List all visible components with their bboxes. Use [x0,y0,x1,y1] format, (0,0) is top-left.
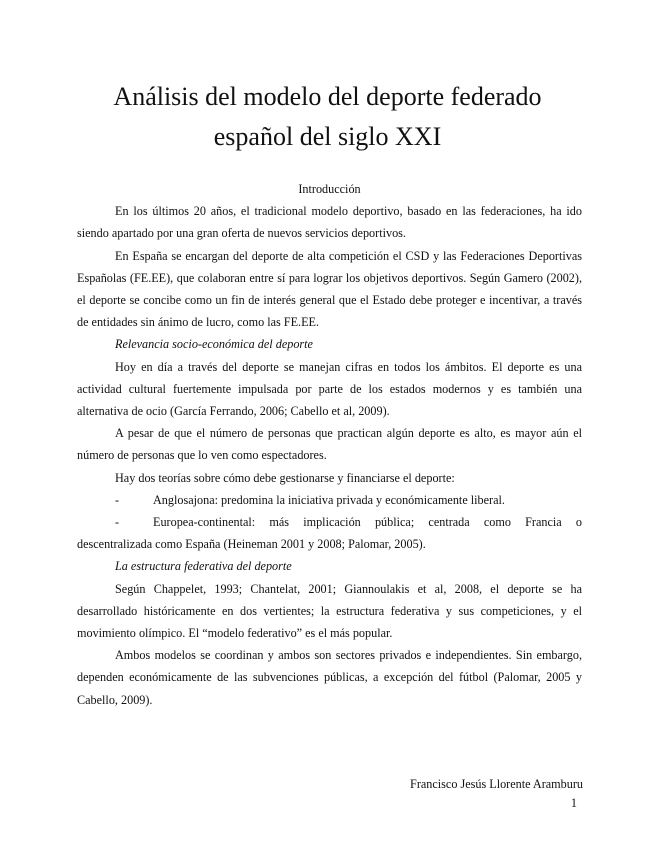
bullet-item-1 [77,489,582,511]
bullet-text: Europea-continental: más implicación pública; centrada como Francia o descentralizada como España (Heineman 2001 y 2008; Palomar, 2005). [77,515,582,552]
paragraph-6: Según Chappelet, 1993; Chantelat, 2001; Giannoulakis et al, 2008, el deporte se ha desarrollado históricamente en dos vertientes; la estructura federativa y sus competiciones, y el movimiento olímpico. El “modelo federativo” es el más popular. [77,581,582,641]
bullet-marker: - [115,492,120,507]
paragraph-7: Ambos modelos se coordinan y ambos son sectores privados e independientes. Sin embargo, dependen económicamente de las subvenciones públicas, a excepción del fútbol (Palomar, 2005 y Cabello, 2009). [77,648,582,707]
paragraph-1: En los últimos 20 años, el tradicional modelo deportivo, basado en las federaciones, ha ido siendo apartado por una gran oferta de nuevos servicios deportivos. [77,204,582,241]
title-line-1: Análisis del modelo del deporte federado [113,82,542,111]
paragraph-2: En España se encargan del deporte de alta competición el CSD y las Federaciones Deportivas Españolas (FE.EE), que colaboran entre sí para lograr los objetivos deportivos. Según Gamero (2002), el deporte se concibe como un fin de interés general que el Estado debe proteger e incentivar, a través de entidades sin ánimo de lucro, como las FE.EE. [77,248,582,330]
subheading-estructura: La estructura federativa del deporte [115,559,292,574]
paragraph-4: A pesar de que el número de personas que practican algún deporte es alto, es mayor aún el número de personas que lo ven como espectadores. [77,426,582,463]
bullet-marker: - [115,515,120,530]
paragraph-5: Hay dos teorías sobre cómo debe gestionarse y financiarse el deporte: [115,470,455,485]
title-line-2: español del siglo XXI [213,122,442,151]
subheading-relevancia: Relevancia socio-económica del deporte [115,337,313,352]
footer-author: Francisco Jesús Llorente Aramburu [410,777,583,791]
document-body [77,178,582,711]
section-heading-introduccion: Introducción [298,182,361,196]
bullet-text: Anglosajona: predomina la iniciativa privada y económicamente liberal. [153,492,505,507]
bullet-item-2 [77,511,582,555]
paragraph-3: Hoy en día a través del deporte se manejan cifras en todos los ámbitos. El deporte es una actividad cultural fuertemente impulsada por parte de los estados modernos y es también una alternativa de ocio (García Ferrando, 2006; Cabello et al, 2009). [77,359,582,419]
page-number: 1 [570,796,577,810]
